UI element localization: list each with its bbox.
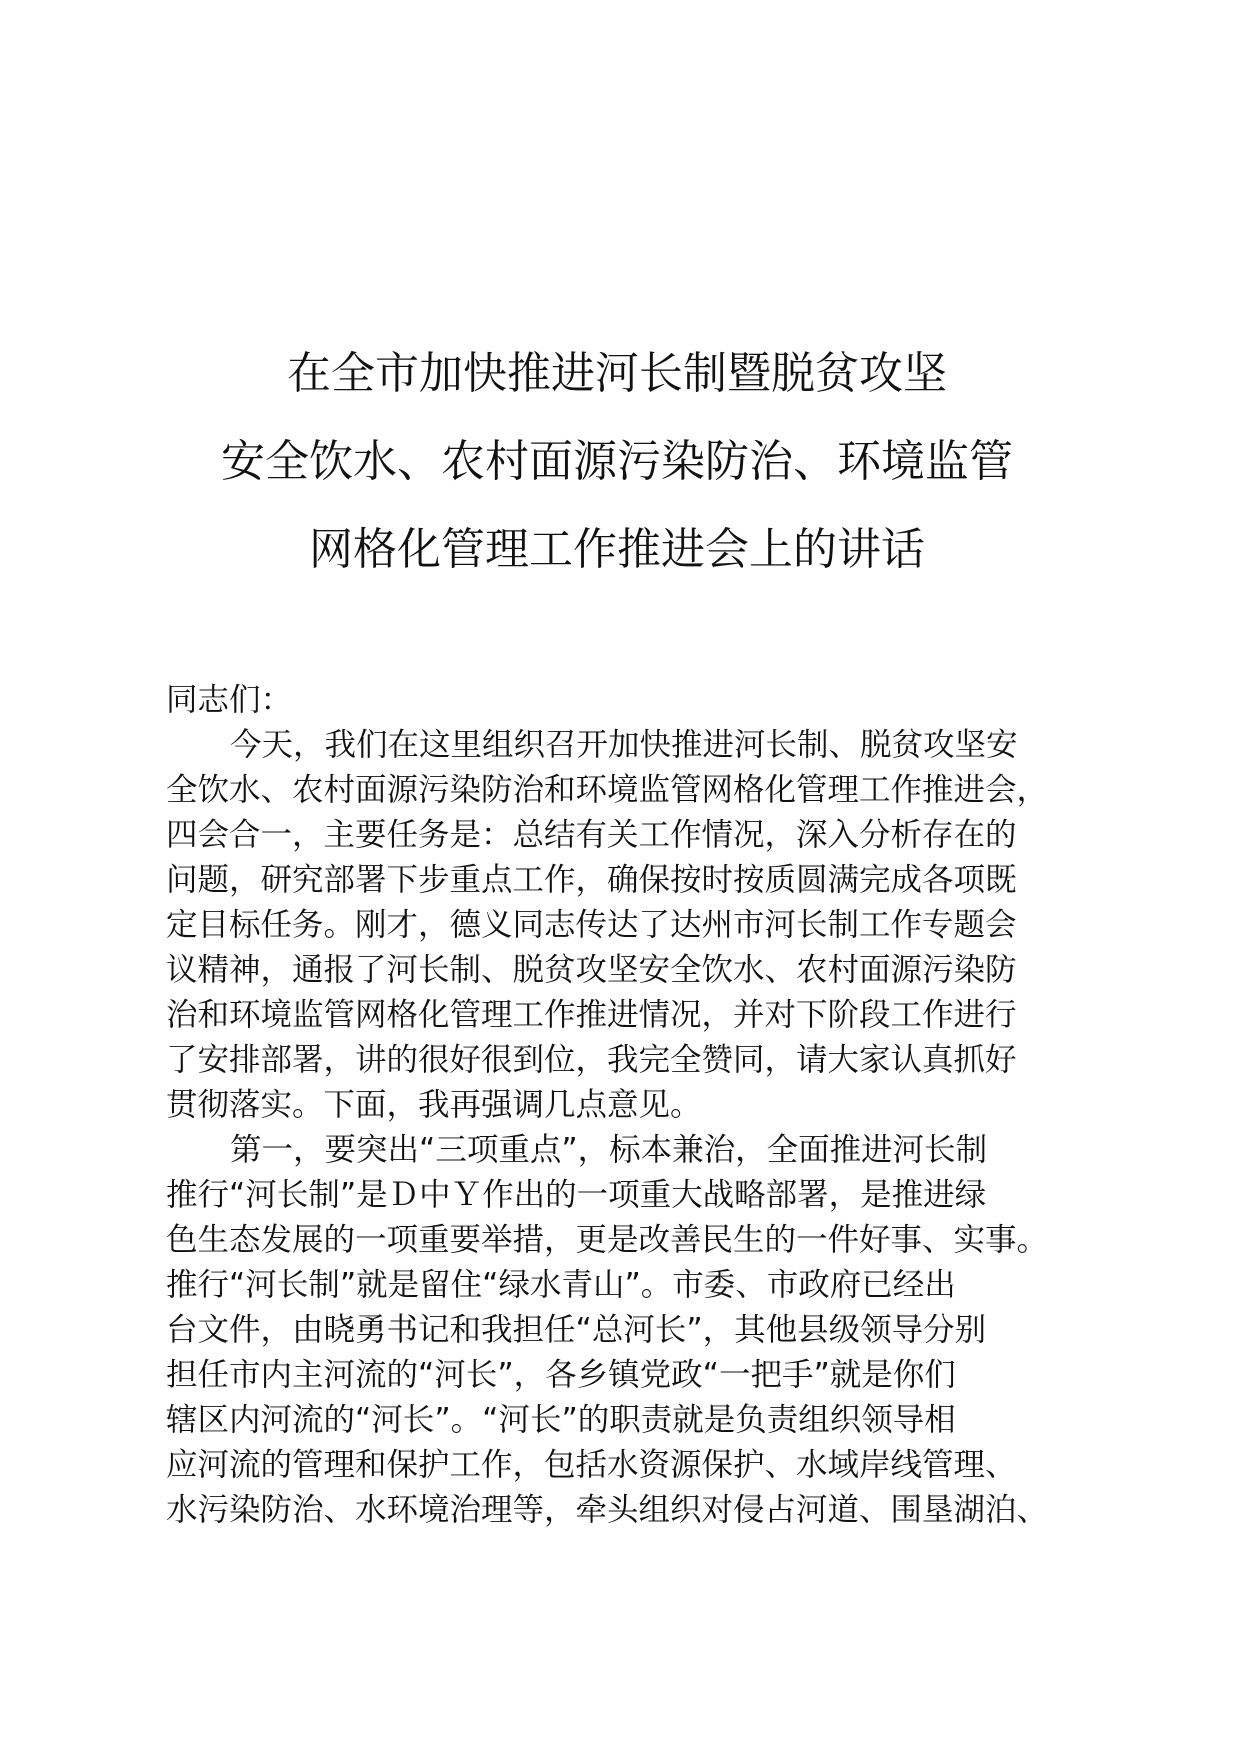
paragraph-line: 贯彻落实。下面，我再强调几点意见。	[166, 1087, 702, 1123]
paragraph-line: 推行“河长制”就是留住“绿水青山”。市委、市政府已经出	[166, 1267, 956, 1303]
paragraph-line: 全饮水、农村面源污染防治和环境监管网格化管理工作推进会，	[166, 772, 1049, 808]
paragraph-line: 问题，研究部署下步重点工作，确保按时按质圆满完成各项既	[166, 862, 1017, 898]
paragraph-line: 推行“河长制”是Ｄ中Ｙ作出的一项重大战略部署，是推进绿	[166, 1177, 987, 1213]
paragraph-line: 台文件，由晓勇书记和我担任“总河长”，其他县级领导分别	[166, 1312, 987, 1348]
document-body	[166, 678, 1126, 1533]
paragraph-line: 担任市内主河流的“河长”，各乡镇党政“一把手”就是你们	[166, 1357, 956, 1393]
document-title	[0, 330, 1234, 594]
paragraph-line: 定目标任务。刚才，德义同志传达了达州市河长制工作专题会	[166, 907, 1017, 943]
paragraph-line: 辖区内河流的“河长”。“河长”的职责就是负责组织领导相	[166, 1402, 956, 1438]
paragraph-line: 了安排部署，讲的很好很到位，我完全赞同，请大家认真抓好	[166, 1042, 1017, 1078]
paragraph-line: 应河流的管理和保护工作，包括水资源保护、水域岸线管理、	[166, 1447, 1017, 1483]
paragraph-line: 今天，我们在这里组织召开加快推进河长制、脱贫攻坚安	[230, 727, 1018, 763]
title-line: 在全市加快推进河长制暨脱贫攻坚	[287, 348, 947, 399]
title-line: 网格化管理工作推进会上的讲话	[309, 524, 925, 575]
paragraph-line: 色生态发展的一项重要举措，更是改善民生的一件好事、实事。	[166, 1222, 1049, 1258]
section-heading-line: 第一，要突出“三项重点”，标本兼治，全面推进河长制	[230, 1132, 988, 1168]
paragraph-line: 四会合一，主要任务是：总结有关工作情况，深入分析存在的	[166, 817, 1017, 853]
paragraph-line: 水污染防治、水环境治理等，牵头组织对侵占河道、围垦湖泊、	[166, 1492, 1049, 1528]
paragraph-line: 议精神，通报了河长制、脱贫攻坚安全饮水、农村面源污染防	[166, 952, 1017, 988]
title-line: 安全饮水、农村面源污染防治、环境监管	[221, 436, 1013, 487]
salutation: 同志们：	[166, 682, 293, 718]
paragraph-line: 治和环境监管网格化管理工作推进情况，并对下阶段工作进行	[166, 997, 1017, 1033]
